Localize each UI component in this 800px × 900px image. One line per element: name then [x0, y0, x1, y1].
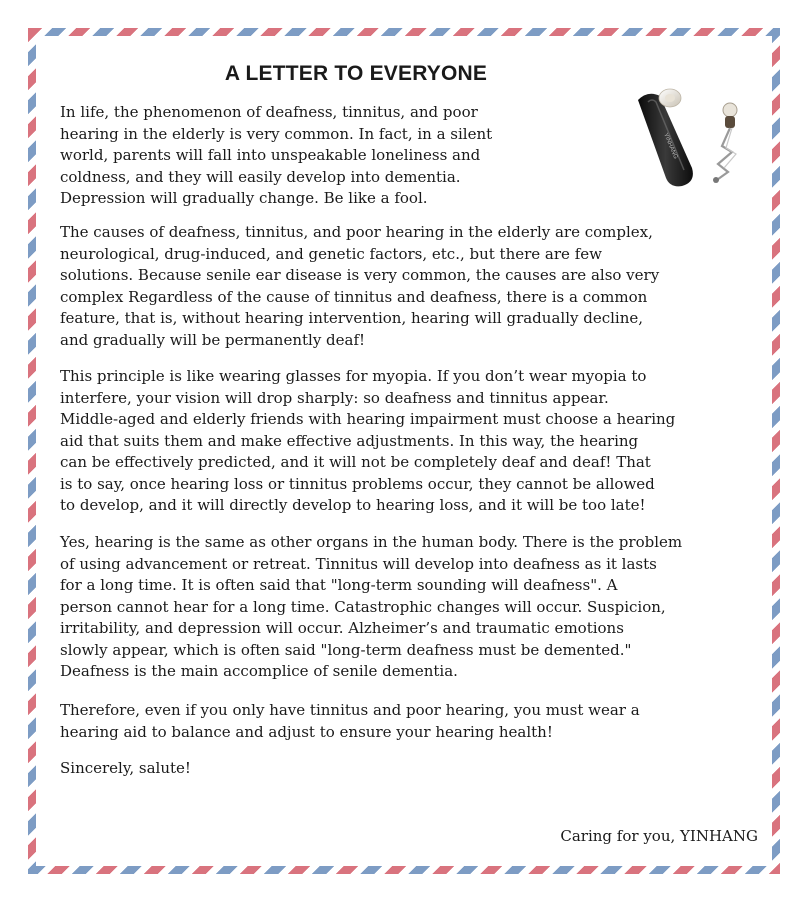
text-line: hearing aid to balance and adjust to ensure your hearing health! — [60, 722, 553, 741]
text-line: of using advancement or retreat. Tinnitus will develop into deafness as it lasts — [60, 554, 657, 573]
text-line: slowly appear, which is often said "long-term deafness must be demented." — [60, 640, 632, 659]
text-line: is to say, once hearing loss or tinnitus problems occur, they cannot be allowed — [60, 474, 655, 493]
text-line: Sincerely, salute! — [60, 759, 191, 777]
paragraph-3 — [60, 366, 675, 517]
text-line: The causes of deafness, tinnitus, and poor hearing in the elderly are complex, — [60, 223, 653, 241]
signature: Caring for you, YINHANG — [560, 827, 758, 845]
text-line: neurological, drug-induced, and genetic factors, etc., but there are few — [60, 244, 602, 263]
text-line: interfere, your vision will drop sharply: so deafness and tinnitus appear. — [60, 388, 609, 407]
text-line: person cannot hear for a long time. Catastrophic changes will occur. Suspicion, — [60, 597, 666, 616]
text-line: In life, the phenomenon of deafness, tinnitus, and poor — [60, 103, 478, 121]
text-line: Middle-aged and elderly friends with hearing impairment must choose a hearing — [60, 410, 676, 428]
text-line: feature, that is, without hearing intervention, hearing will gradually decline, — [60, 309, 644, 327]
closing-salute — [60, 758, 191, 780]
text-line: and gradually will be permanently deaf! — [60, 330, 366, 349]
text-line: Depression will gradually change. Be like a fool. — [60, 189, 428, 207]
paragraph-5 — [60, 700, 640, 743]
text-line: to develop, and it will directly develop to hearing loss, and it will be too late! — [60, 496, 646, 514]
hearing-aid-icon — [618, 82, 758, 192]
paragraph-1 — [60, 102, 492, 210]
text-line: This principle is like wearing glasses for myopia. If you don’t wear myopia to — [60, 367, 647, 385]
text-line: Therefore, even if you only have tinnitus and poor hearing, you must wear a — [60, 701, 640, 719]
text-line: aid that suits them and make effective adjustments. In this way, the hearing — [60, 431, 639, 450]
letter-title: A LETTER TO EVERYONE — [224, 62, 488, 85]
text-line: Deafness is the main accomplice of senile dementia. — [60, 662, 458, 680]
text-line: irritability, and depression will occur. Alzheimer’s and traumatic emotions — [60, 619, 624, 637]
text-line: can be effectively predicted, and it will not be completely deaf and deaf! That — [60, 453, 651, 471]
letter-paper — [36, 36, 772, 866]
text-line: world, parents will fall into unspeakable loneliness and — [60, 146, 481, 164]
airmail-border — [28, 28, 780, 874]
paragraph-2 — [60, 222, 659, 351]
text-line: for a long time. It is often said that "long-term sounding will deafness". A — [60, 576, 618, 594]
text-line: hearing in the elderly is very common. In fact, in a silent — [60, 124, 493, 143]
paragraph-4 — [60, 532, 682, 683]
text-line: coldness, and they will easily develop into dementia. — [60, 167, 461, 186]
device-label: YINHANG — [662, 132, 679, 160]
text-line: solutions. Because senile ear disease is very common, the causes are also very — [60, 266, 660, 284]
text-line: complex Regardless of the cause of tinnitus and deafness, there is a common — [60, 287, 648, 306]
text-line: Yes, hearing is the same as other organs in the human body. There is the problem — [60, 533, 683, 551]
